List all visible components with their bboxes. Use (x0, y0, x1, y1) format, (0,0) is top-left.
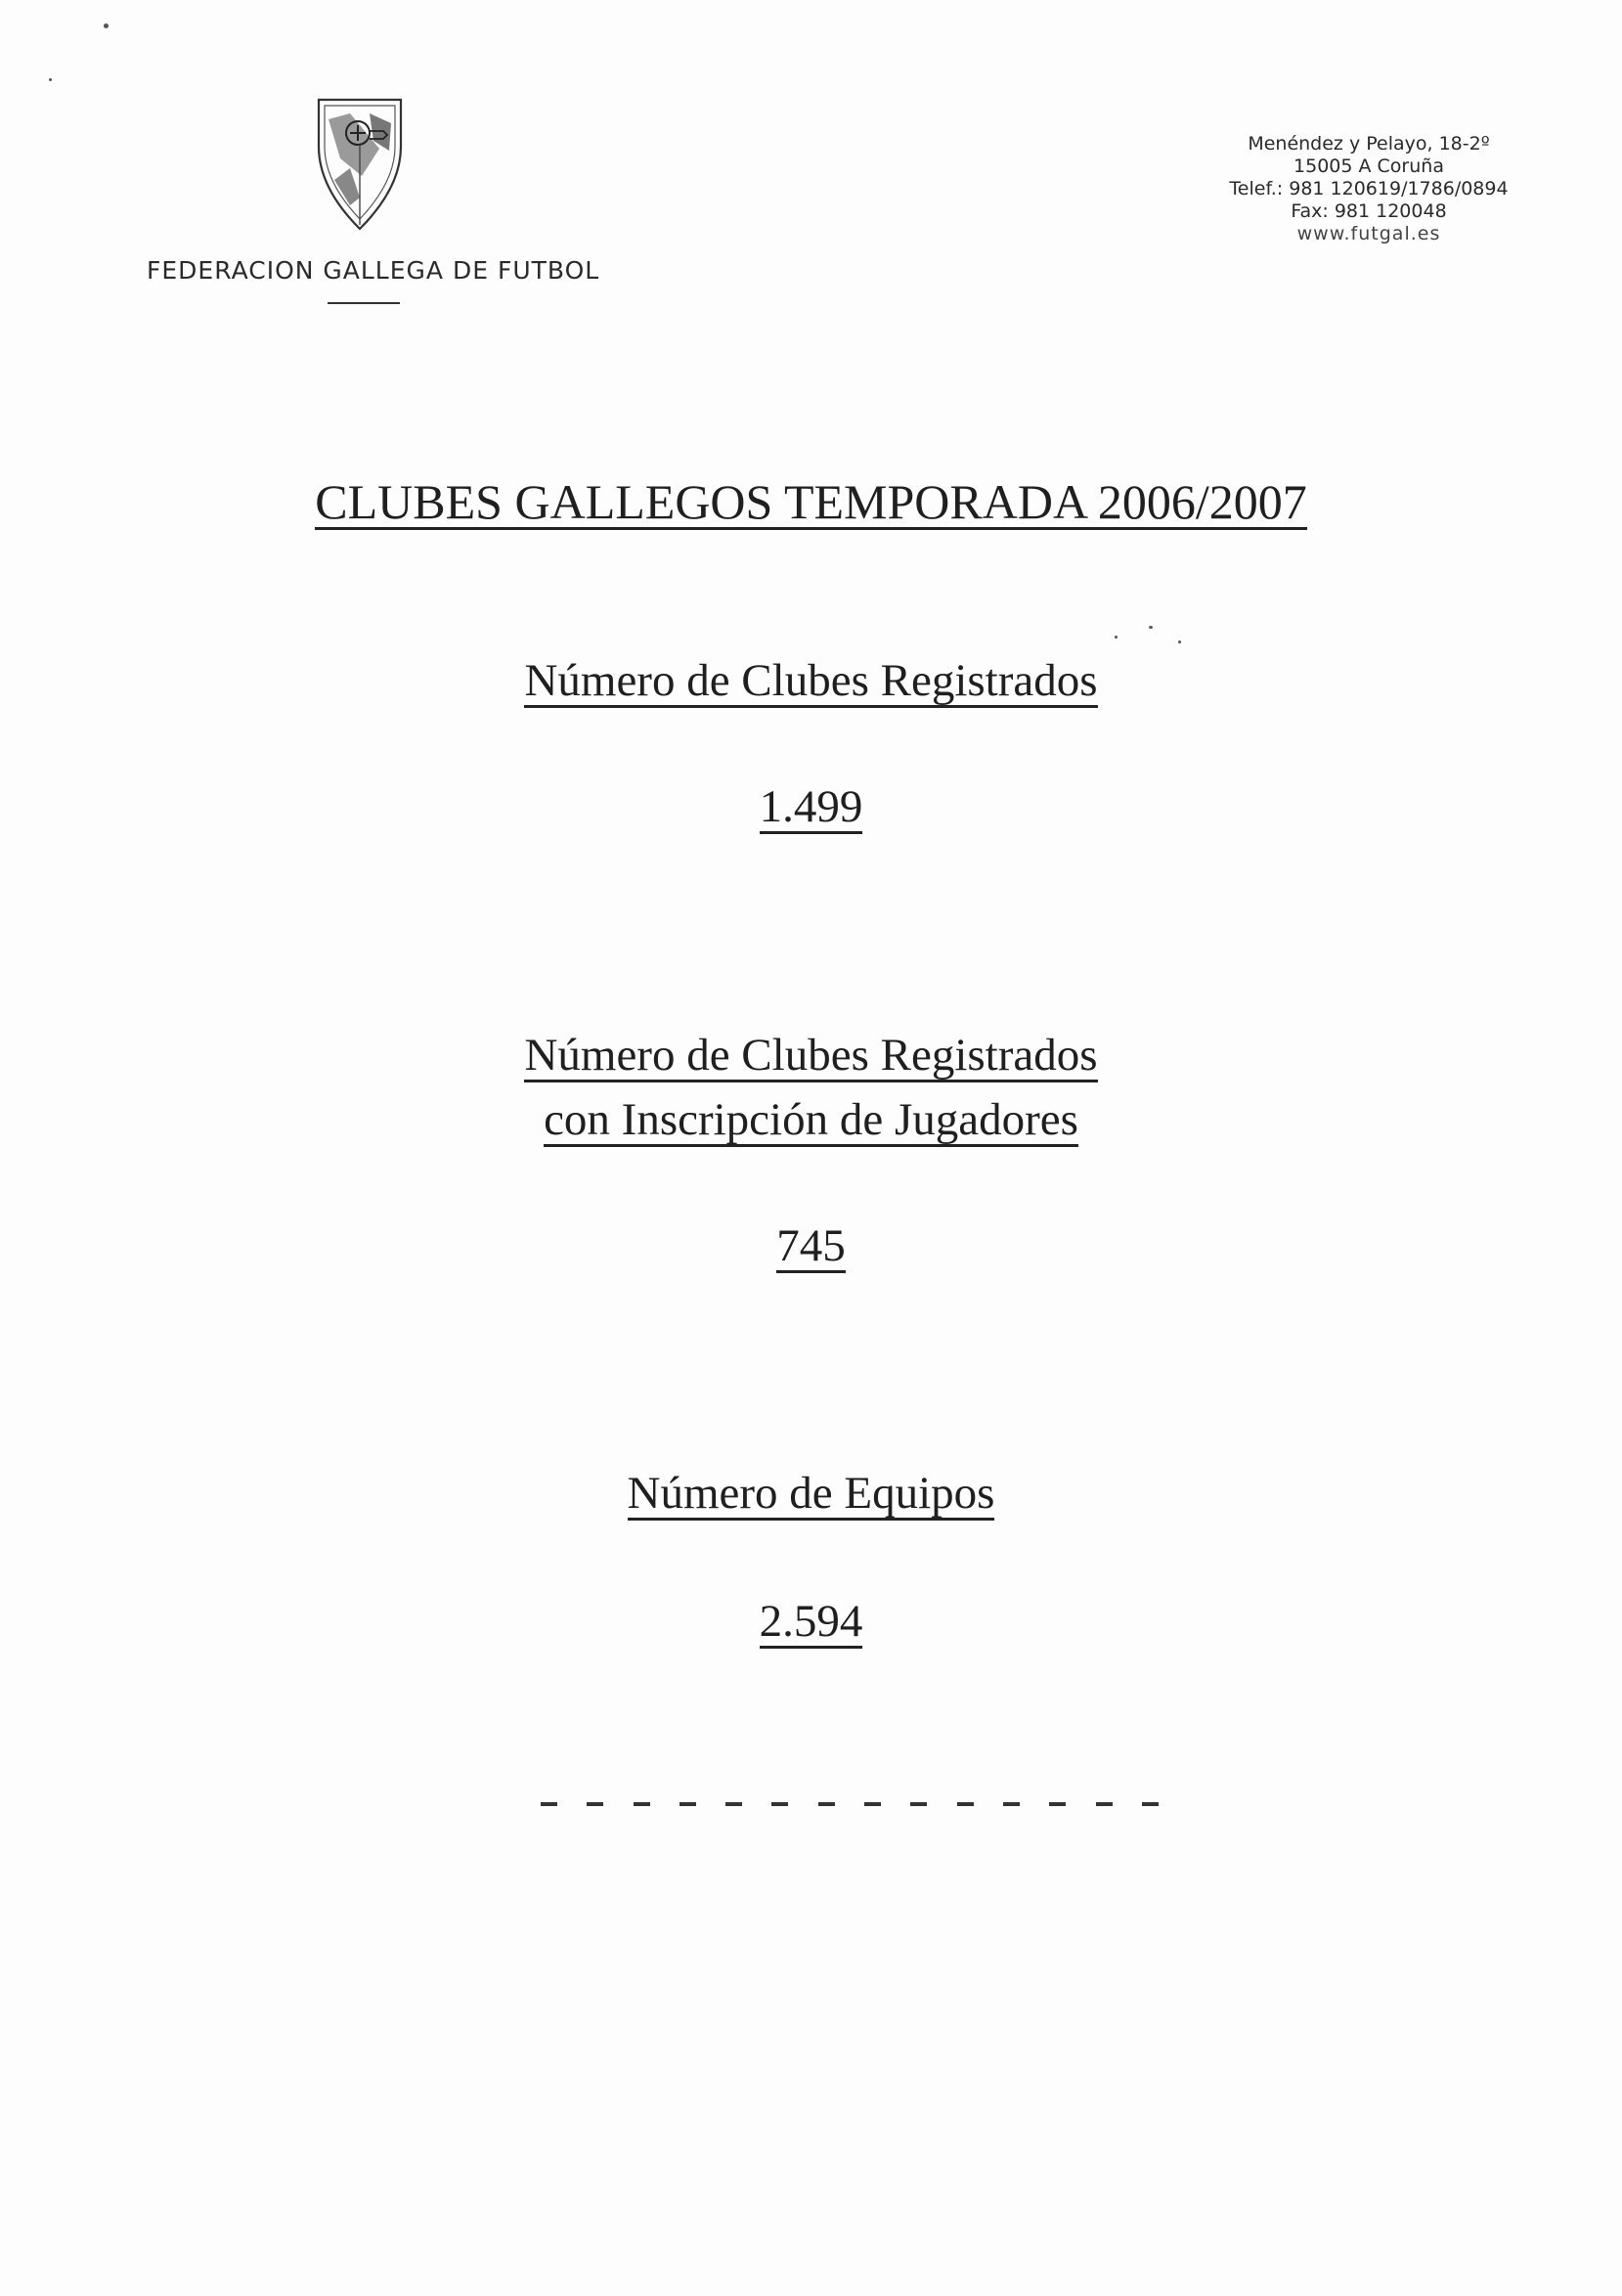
organization-underline (328, 302, 400, 304)
stat-2-value-row (0, 1219, 1622, 1273)
stat-2-label-line-1: Número de Clubes Registrados (524, 1030, 1098, 1081)
stat-2-label-row-2 (0, 1093, 1622, 1147)
stat-2-value: 745 (776, 1220, 846, 1271)
address-postal-city: 15005 A Coruña (1293, 155, 1444, 177)
stat-3-value: 2.594 (759, 1596, 863, 1647)
document-title-row (0, 473, 1622, 530)
address-telephone: Telef.: 981 120619/1786/0894 (1229, 178, 1509, 199)
stat-1-value-row (0, 780, 1622, 834)
scan-speck (1178, 640, 1181, 643)
scan-speck (1115, 636, 1118, 639)
address-block (1173, 133, 1564, 245)
stat-2-label-line-2: con Inscripción de Jugadores (544, 1094, 1078, 1145)
address-street: Menéndez y Pelayo, 18-2º (1248, 133, 1490, 155)
scan-speck (49, 78, 52, 81)
website-link[interactable]: www.futgal.es (1296, 223, 1441, 244)
stat-2-label-row-1 (0, 1029, 1622, 1082)
closing-dashed-line (541, 1802, 1159, 1810)
stat-3-value-row (0, 1595, 1622, 1649)
stat-1-label-row (0, 654, 1622, 708)
stat-1-value: 1.499 (759, 781, 863, 832)
federation-crest-logo (311, 90, 409, 237)
scan-speck (1149, 626, 1153, 629)
stat-3-label-row (0, 1467, 1622, 1521)
organization-name: FEDERACION GALLEGA DE FUTBOL (147, 256, 600, 285)
stat-3-label: Número de Equipos (627, 1468, 995, 1519)
stat-1-label: Número de Clubes Registrados (524, 655, 1098, 706)
document-title: CLUBES GALLEGOS TEMPORADA 2006/2007 (315, 474, 1307, 529)
scan-speck (104, 23, 109, 28)
address-fax: Fax: 981 120048 (1291, 200, 1447, 222)
